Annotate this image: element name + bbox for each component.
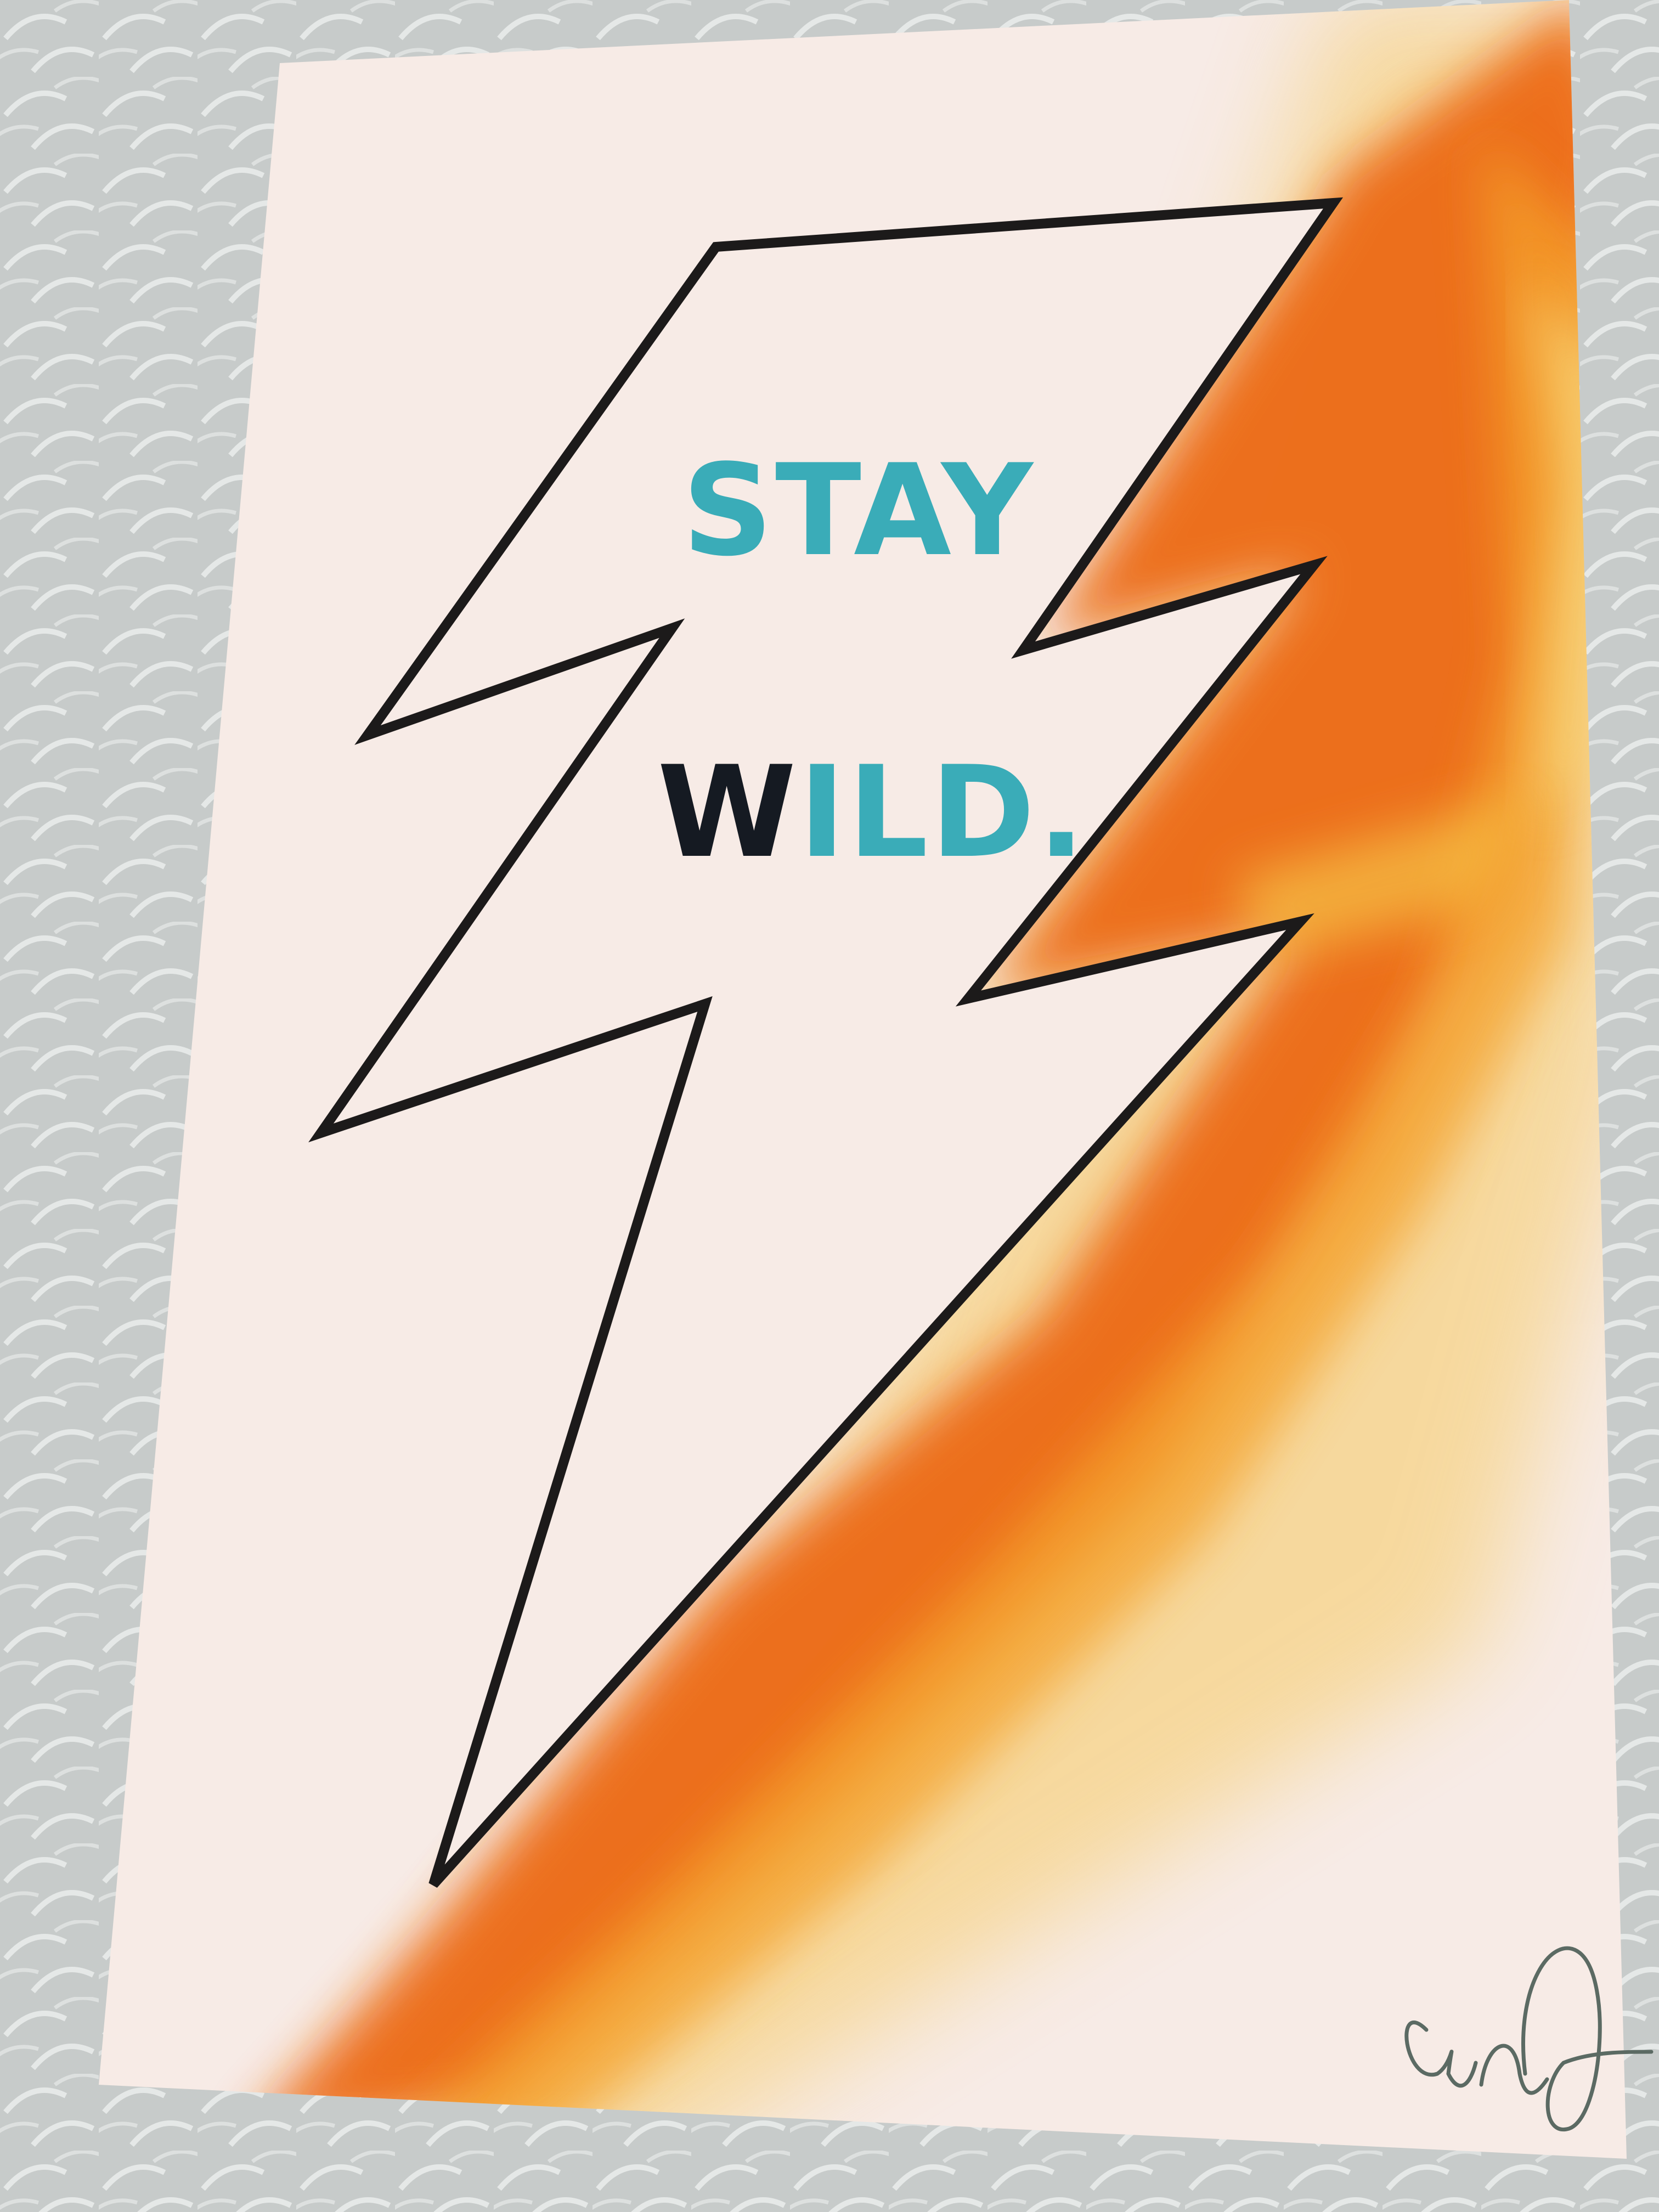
caption-wild <box>657 740 1087 886</box>
caption-wild-rest: ILD. <box>798 740 1088 886</box>
caption-wild-w: W <box>657 740 799 886</box>
caption-stay: STAY <box>682 438 1035 584</box>
